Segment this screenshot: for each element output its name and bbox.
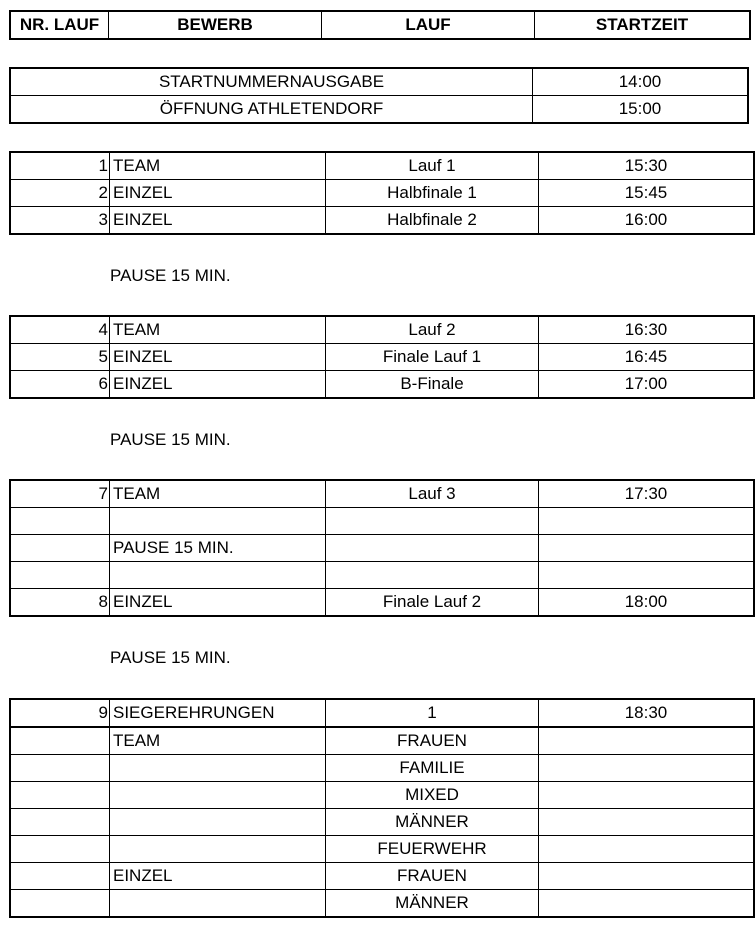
row-lauf: FRAUEN (326, 863, 539, 890)
row-lauf: Lauf 1 (326, 152, 539, 180)
row-lauf: Lauf 2 (326, 316, 539, 344)
row-bewerb: TEAM (110, 152, 326, 180)
row-lauf: FRAUEN (326, 727, 539, 755)
row-bewerb (110, 809, 326, 836)
pre-time: 15:00 (533, 96, 749, 124)
row-bewerb: EINZEL (110, 371, 326, 399)
row-lauf (326, 535, 539, 562)
row-bewerb (110, 836, 326, 863)
pre-time: 14:00 (533, 68, 749, 96)
row-bewerb: EINZEL (110, 863, 326, 890)
table-row (10, 562, 754, 589)
row-zeit (539, 890, 755, 918)
row-bewerb: TEAM (110, 480, 326, 508)
table-row (10, 727, 754, 755)
table-row (10, 836, 754, 863)
row-nr (10, 836, 110, 863)
table-row (10, 371, 754, 399)
row-nr (10, 755, 110, 782)
block4-table (9, 698, 755, 918)
table-row (10, 699, 754, 727)
table-row (10, 316, 754, 344)
row-zeit (539, 535, 755, 562)
row-nr (10, 809, 110, 836)
row-lauf: MÄNNER (326, 809, 539, 836)
row-nr: 6 (10, 371, 110, 399)
pause-label: PAUSE 15 MIN. (110, 648, 231, 667)
row-zeit: 18:30 (539, 699, 755, 727)
row-nr (10, 535, 110, 562)
row-nr: 7 (10, 480, 110, 508)
pre-table (9, 67, 749, 124)
row-zeit (539, 782, 755, 809)
row-zeit: 15:45 (539, 180, 755, 207)
row-lauf: 1 (326, 699, 539, 727)
row-bewerb (110, 755, 326, 782)
table-row (10, 480, 754, 508)
row-lauf: Halbfinale 2 (326, 207, 539, 235)
row-bewerb (110, 508, 326, 535)
row-nr: 3 (10, 207, 110, 235)
row-zeit: 18:00 (539, 589, 755, 617)
row-lauf: MÄNNER (326, 890, 539, 918)
pause-label: PAUSE 15 MIN. (110, 430, 231, 449)
table-row (10, 344, 754, 371)
table-row (10, 508, 754, 535)
table-row (10, 755, 754, 782)
row-bewerb: EINZEL (110, 207, 326, 235)
row-bewerb: TEAM (110, 727, 326, 755)
row-nr (10, 890, 110, 918)
row-bewerb: PAUSE 15 MIN. (110, 535, 326, 562)
row-nr: 8 (10, 589, 110, 617)
table-row (10, 535, 754, 562)
row-nr (10, 727, 110, 755)
row-lauf: Finale Lauf 2 (326, 589, 539, 617)
row-zeit: 17:30 (539, 480, 755, 508)
header-nr: NR. LAUF (10, 11, 109, 39)
row-zeit (539, 562, 755, 589)
row-bewerb (110, 562, 326, 589)
row-zeit: 16:45 (539, 344, 755, 371)
row-nr: 4 (10, 316, 110, 344)
table-row (10, 890, 754, 918)
row-zeit (539, 809, 755, 836)
table-row (10, 589, 754, 617)
pre-label: ÖFFNUNG ATHLETENDORF (10, 96, 533, 124)
row-zeit: 16:30 (539, 316, 755, 344)
row-nr: 5 (10, 344, 110, 371)
row-nr (10, 562, 110, 589)
row-nr: 9 (10, 699, 110, 727)
block3-table (9, 479, 755, 617)
row-lauf: Finale Lauf 1 (326, 344, 539, 371)
table-row (10, 152, 754, 180)
header-startzeit: STARTZEIT (535, 11, 751, 39)
row-zeit: 15:30 (539, 152, 755, 180)
row-zeit (539, 755, 755, 782)
header-table (9, 10, 751, 40)
row-nr (10, 863, 110, 890)
table-row (10, 809, 754, 836)
row-zeit (539, 508, 755, 535)
row-bewerb (110, 782, 326, 809)
table-row (10, 863, 754, 890)
row-bewerb: EINZEL (110, 589, 326, 617)
row-lauf: FEUERWEHR (326, 836, 539, 863)
header-bewerb: BEWERB (109, 11, 322, 39)
row-zeit (539, 727, 755, 755)
block1-table (9, 151, 755, 235)
table-row (10, 207, 754, 235)
row-bewerb: TEAM (110, 316, 326, 344)
row-lauf: Halbfinale 1 (326, 180, 539, 207)
row-zeit (539, 863, 755, 890)
row-bewerb: SIEGEREHRUNGEN (110, 699, 326, 727)
row-zeit: 17:00 (539, 371, 755, 399)
row-bewerb: EINZEL (110, 344, 326, 371)
row-nr: 2 (10, 180, 110, 207)
pre-label: STARTNUMMERNAUSGABE (10, 68, 533, 96)
header-lauf: LAUF (322, 11, 535, 39)
row-bewerb: EINZEL (110, 180, 326, 207)
row-zeit (539, 836, 755, 863)
row-lauf: FAMILIE (326, 755, 539, 782)
row-nr: 1 (10, 152, 110, 180)
table-row (10, 782, 754, 809)
row-lauf (326, 562, 539, 589)
row-nr (10, 508, 110, 535)
row-bewerb (110, 890, 326, 918)
pause-label: PAUSE 15 MIN. (110, 266, 231, 285)
row-zeit: 16:00 (539, 207, 755, 235)
block2-table (9, 315, 755, 399)
row-lauf: MIXED (326, 782, 539, 809)
table-row (10, 180, 754, 207)
row-lauf: B-Finale (326, 371, 539, 399)
row-nr (10, 782, 110, 809)
row-lauf (326, 508, 539, 535)
row-lauf: Lauf 3 (326, 480, 539, 508)
